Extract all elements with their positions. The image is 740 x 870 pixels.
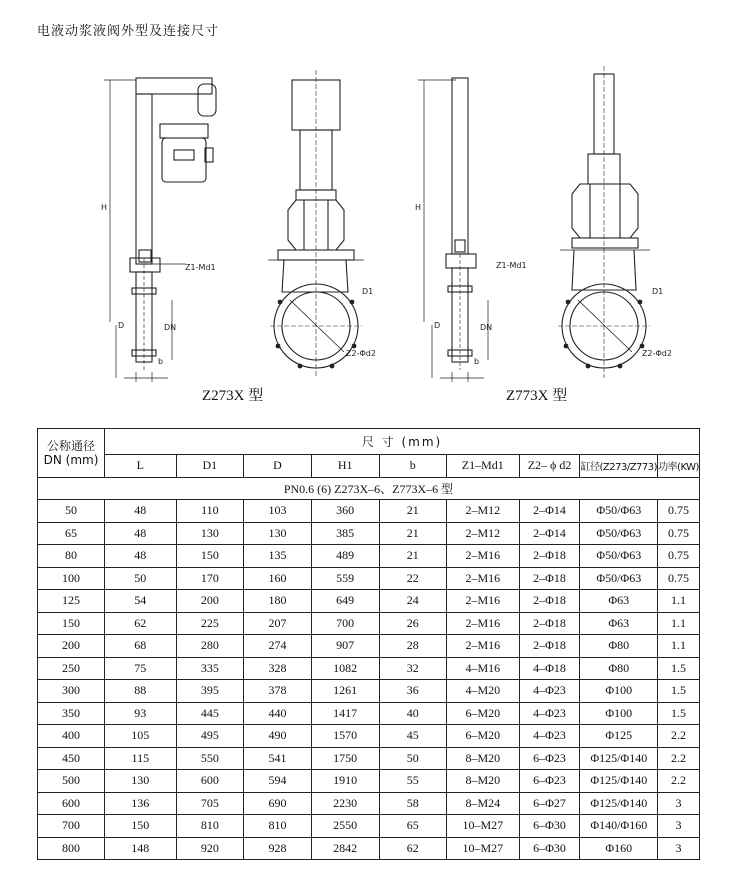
table-cell: 4–Φ18 [519, 657, 580, 680]
table-cell: 36 [379, 680, 446, 703]
caption-z273x: Z273X 型 [202, 388, 264, 404]
table-cell: 32 [379, 657, 446, 680]
table-cell: 88 [105, 680, 177, 703]
label-h-right: H [415, 203, 422, 212]
table-cell: Φ100 [580, 680, 658, 703]
table-cell: 4–Φ23 [519, 680, 580, 703]
table-row [38, 680, 700, 703]
table-cell: 21 [379, 500, 446, 523]
z273x-front-view [268, 70, 364, 378]
table-cell: 1.5 [658, 702, 700, 725]
table-cell: 385 [311, 522, 379, 545]
table-row [38, 612, 700, 635]
table-cell: 8–M20 [447, 770, 520, 793]
table-cell: Φ140/Φ160 [580, 815, 658, 838]
table-cell: 2.2 [658, 725, 700, 748]
table-cell: 103 [244, 500, 312, 523]
table-cell: 3 [658, 815, 700, 838]
table-cell: 135 [244, 545, 312, 568]
table-cell: 2–Φ18 [519, 612, 580, 635]
table-row [38, 702, 700, 725]
table-cell: 0.75 [658, 500, 700, 523]
table-cell: 2842 [311, 837, 379, 860]
label-d-right: D [434, 321, 441, 330]
table-cell: 21 [379, 522, 446, 545]
table-cell: 2–M16 [447, 612, 520, 635]
table-cell: 1.5 [658, 657, 700, 680]
table-cell: 3 [658, 837, 700, 860]
label-z2-right: Z2-Φd2 [642, 349, 672, 358]
table-cell: 75 [105, 657, 177, 680]
table-cell: 1082 [311, 657, 379, 680]
table-row [38, 837, 700, 860]
table-cell: 1750 [311, 747, 379, 770]
table-cell: 907 [311, 635, 379, 658]
table-cell: 170 [176, 567, 244, 590]
table-cell: 928 [244, 837, 312, 860]
label-dn-left: DN [164, 323, 177, 332]
table-cell: 4–M16 [447, 657, 520, 680]
col-header: 缸径(Z273/Z773) [580, 455, 658, 478]
table-cell: 8–M20 [447, 747, 520, 770]
table-cell: 2550 [311, 815, 379, 838]
table-cell: 810 [244, 815, 312, 838]
table-cell: 440 [244, 702, 312, 725]
table-cell: 180 [244, 590, 312, 613]
table-cell: 700 [311, 612, 379, 635]
table-cell: 4–Φ23 [519, 725, 580, 748]
table-row [38, 522, 700, 545]
col-header: Z2– ϕ d2 [519, 455, 580, 478]
col-header: 功率(KW) [658, 455, 700, 478]
table-cell: 6–Φ27 [519, 792, 580, 815]
table-cell: 130 [244, 522, 312, 545]
table-cell: 2–M12 [447, 522, 520, 545]
table-cell: 62 [105, 612, 177, 635]
label-d1-left: D1 [362, 287, 374, 296]
table-cell: 559 [311, 567, 379, 590]
table-cell: Φ100 [580, 702, 658, 725]
table-cell: 130 [105, 770, 177, 793]
table-cell: Φ50/Φ63 [580, 567, 658, 590]
table-cell: 1261 [311, 680, 379, 703]
table-cell: 50 [379, 747, 446, 770]
table-row [38, 770, 700, 793]
table-cell: 6–Φ23 [519, 747, 580, 770]
table-cell: 2–M12 [447, 500, 520, 523]
table-cell: 160 [244, 567, 312, 590]
table-cell: 1910 [311, 770, 379, 793]
table-cell: 0.75 [658, 567, 700, 590]
table-cell: 700 [38, 815, 105, 838]
table-cell: Φ63 [580, 612, 658, 635]
table-row [38, 567, 700, 590]
table-cell: Φ80 [580, 657, 658, 680]
table-cell: 300 [38, 680, 105, 703]
table-cell: 207 [244, 612, 312, 635]
col-header: b [379, 455, 446, 478]
table-cell: 6–M20 [447, 702, 520, 725]
table-cell: 48 [105, 545, 177, 568]
table-cell: 2–Φ18 [519, 590, 580, 613]
col-header: H1 [311, 455, 379, 478]
col-header: L [105, 455, 177, 478]
table-cell: 10–M27 [447, 837, 520, 860]
table-cell: 130 [176, 522, 244, 545]
table-cell: 2–Φ18 [519, 635, 580, 658]
table-cell: 0.75 [658, 545, 700, 568]
table-cell: Φ125 [580, 725, 658, 748]
table-cell: 2–Φ14 [519, 500, 580, 523]
table-cell: 2–M16 [447, 635, 520, 658]
table-cell: 48 [105, 500, 177, 523]
table-cell: 649 [311, 590, 379, 613]
table-row [38, 815, 700, 838]
table-cell: 22 [379, 567, 446, 590]
table-cell: 10–M27 [447, 815, 520, 838]
table-cell: 55 [379, 770, 446, 793]
table-cell: 450 [38, 747, 105, 770]
table-cell: 490 [244, 725, 312, 748]
table-cell: Φ80 [580, 635, 658, 658]
table-row [38, 500, 700, 523]
table-cell: 6–Φ23 [519, 770, 580, 793]
table-cell: 274 [244, 635, 312, 658]
table-cell: 594 [244, 770, 312, 793]
table-cell: 28 [379, 635, 446, 658]
table-cell: 705 [176, 792, 244, 815]
table-cell: 2–Φ18 [519, 567, 580, 590]
table-cell: 1417 [311, 702, 379, 725]
table-row [38, 657, 700, 680]
table-cell: 105 [105, 725, 177, 748]
table-cell: 280 [176, 635, 244, 658]
table-cell: 24 [379, 590, 446, 613]
table-cell: 6–Φ30 [519, 815, 580, 838]
table-cell: 148 [105, 837, 177, 860]
table-cell: 1.1 [658, 612, 700, 635]
table-cell: 395 [176, 680, 244, 703]
table-cell: 2–M16 [447, 567, 520, 590]
table-cell: 58 [379, 792, 446, 815]
table-cell: Φ160 [580, 837, 658, 860]
table-cell: 489 [311, 545, 379, 568]
table-cell: 2–Φ18 [519, 545, 580, 568]
col-header: D [244, 455, 312, 478]
table-cell: 4–M20 [447, 680, 520, 703]
table-cell: 26 [379, 612, 446, 635]
table-cell: 50 [105, 567, 177, 590]
table-cell: 6–M20 [447, 725, 520, 748]
table-cell: 445 [176, 702, 244, 725]
table-cell: 45 [379, 725, 446, 748]
table-cell: Φ50/Φ63 [580, 500, 658, 523]
table-cell: 100 [38, 567, 105, 590]
table-cell: 1.1 [658, 590, 700, 613]
table-cell: 1.5 [658, 680, 700, 703]
table-cell: 3 [658, 792, 700, 815]
label-h-left: H [101, 203, 108, 212]
table-cell: 4–Φ23 [519, 702, 580, 725]
table-row [38, 747, 700, 770]
caption-z773x: Z773X 型 [506, 388, 568, 404]
table-cell: 690 [244, 792, 312, 815]
table-cell: 40 [379, 702, 446, 725]
label-d1-right: D1 [652, 287, 664, 296]
section-row: PN0.6 (6) Z273X–6、Z773X–6 型 [38, 477, 700, 500]
table-cell: 8–M24 [447, 792, 520, 815]
table-cell: 2.2 [658, 770, 700, 793]
table-cell: 495 [176, 725, 244, 748]
table-cell: 920 [176, 837, 244, 860]
table-cell: 150 [38, 612, 105, 635]
table-cell: 62 [379, 837, 446, 860]
col-header: Z1–Md1 [447, 455, 520, 478]
label-b-left: b [158, 357, 164, 366]
table-cell: 350 [38, 702, 105, 725]
table-cell: 810 [176, 815, 244, 838]
table-cell: 2–M16 [447, 545, 520, 568]
table-cell: Φ125/Φ140 [580, 747, 658, 770]
table-cell: 1570 [311, 725, 379, 748]
table-cell: 2–Φ14 [519, 522, 580, 545]
table-cell: Φ125/Φ140 [580, 770, 658, 793]
label-d-left: D [118, 321, 125, 330]
table-cell: 115 [105, 747, 177, 770]
table-cell: 225 [176, 612, 244, 635]
label-z1-right: Z1-Md1 [496, 261, 527, 270]
label-dn-right: DN [480, 323, 493, 332]
table-cell: 150 [105, 815, 177, 838]
z773x-side-view [418, 78, 488, 382]
table-cell: 125 [38, 590, 105, 613]
table-cell: 250 [38, 657, 105, 680]
table-row [38, 792, 700, 815]
table-cell: 378 [244, 680, 312, 703]
table-cell: 80 [38, 545, 105, 568]
table-cell: 2230 [311, 792, 379, 815]
table-cell: 0.75 [658, 522, 700, 545]
z273x-side-view [104, 78, 216, 382]
page-title: 电液动浆液阀外型及连接尺寸 [37, 24, 220, 39]
table-cell: 1.1 [658, 635, 700, 658]
table-cell: 500 [38, 770, 105, 793]
table-cell: Φ63 [580, 590, 658, 613]
table-cell: 600 [38, 792, 105, 815]
table-cell: 54 [105, 590, 177, 613]
table-cell: 65 [379, 815, 446, 838]
table-cell: 400 [38, 725, 105, 748]
table-cell: 150 [176, 545, 244, 568]
table-row [38, 635, 700, 658]
valve-drawings [0, 60, 740, 420]
table-cell: 110 [176, 500, 244, 523]
table-cell: 800 [38, 837, 105, 860]
table-cell: 328 [244, 657, 312, 680]
table-cell: 541 [244, 747, 312, 770]
table-cell: 600 [176, 770, 244, 793]
table-cell: Φ125/Φ140 [580, 792, 658, 815]
table-cell: 68 [105, 635, 177, 658]
label-z1-left: Z1-Md1 [185, 263, 216, 272]
label-z2-left: Z2-Φd2 [346, 349, 376, 358]
header-dimensions: 尺 寸 (mm) [105, 429, 700, 455]
table-cell: 550 [176, 747, 244, 770]
table-cell: Φ50/Φ63 [580, 545, 658, 568]
table-cell: 2.2 [658, 747, 700, 770]
table-cell: 65 [38, 522, 105, 545]
table-cell: 360 [311, 500, 379, 523]
table-cell: 200 [38, 635, 105, 658]
table-cell: 48 [105, 522, 177, 545]
table-cell: 200 [176, 590, 244, 613]
table-cell: 93 [105, 702, 177, 725]
table-cell: Φ50/Φ63 [580, 522, 658, 545]
spec-table [37, 428, 700, 860]
table-cell: 136 [105, 792, 177, 815]
table-row [38, 725, 700, 748]
header-dn: 公称通径 DN (mm) [38, 429, 105, 478]
col-header: D1 [176, 455, 244, 478]
z773x-front-view [558, 66, 650, 378]
table-cell: 2–M16 [447, 590, 520, 613]
table-row [38, 545, 700, 568]
table-cell: 335 [176, 657, 244, 680]
label-b-right: b [474, 357, 480, 366]
table-cell: 50 [38, 500, 105, 523]
table-cell: 21 [379, 545, 446, 568]
table-row [38, 590, 700, 613]
table-cell: 6–Φ30 [519, 837, 580, 860]
